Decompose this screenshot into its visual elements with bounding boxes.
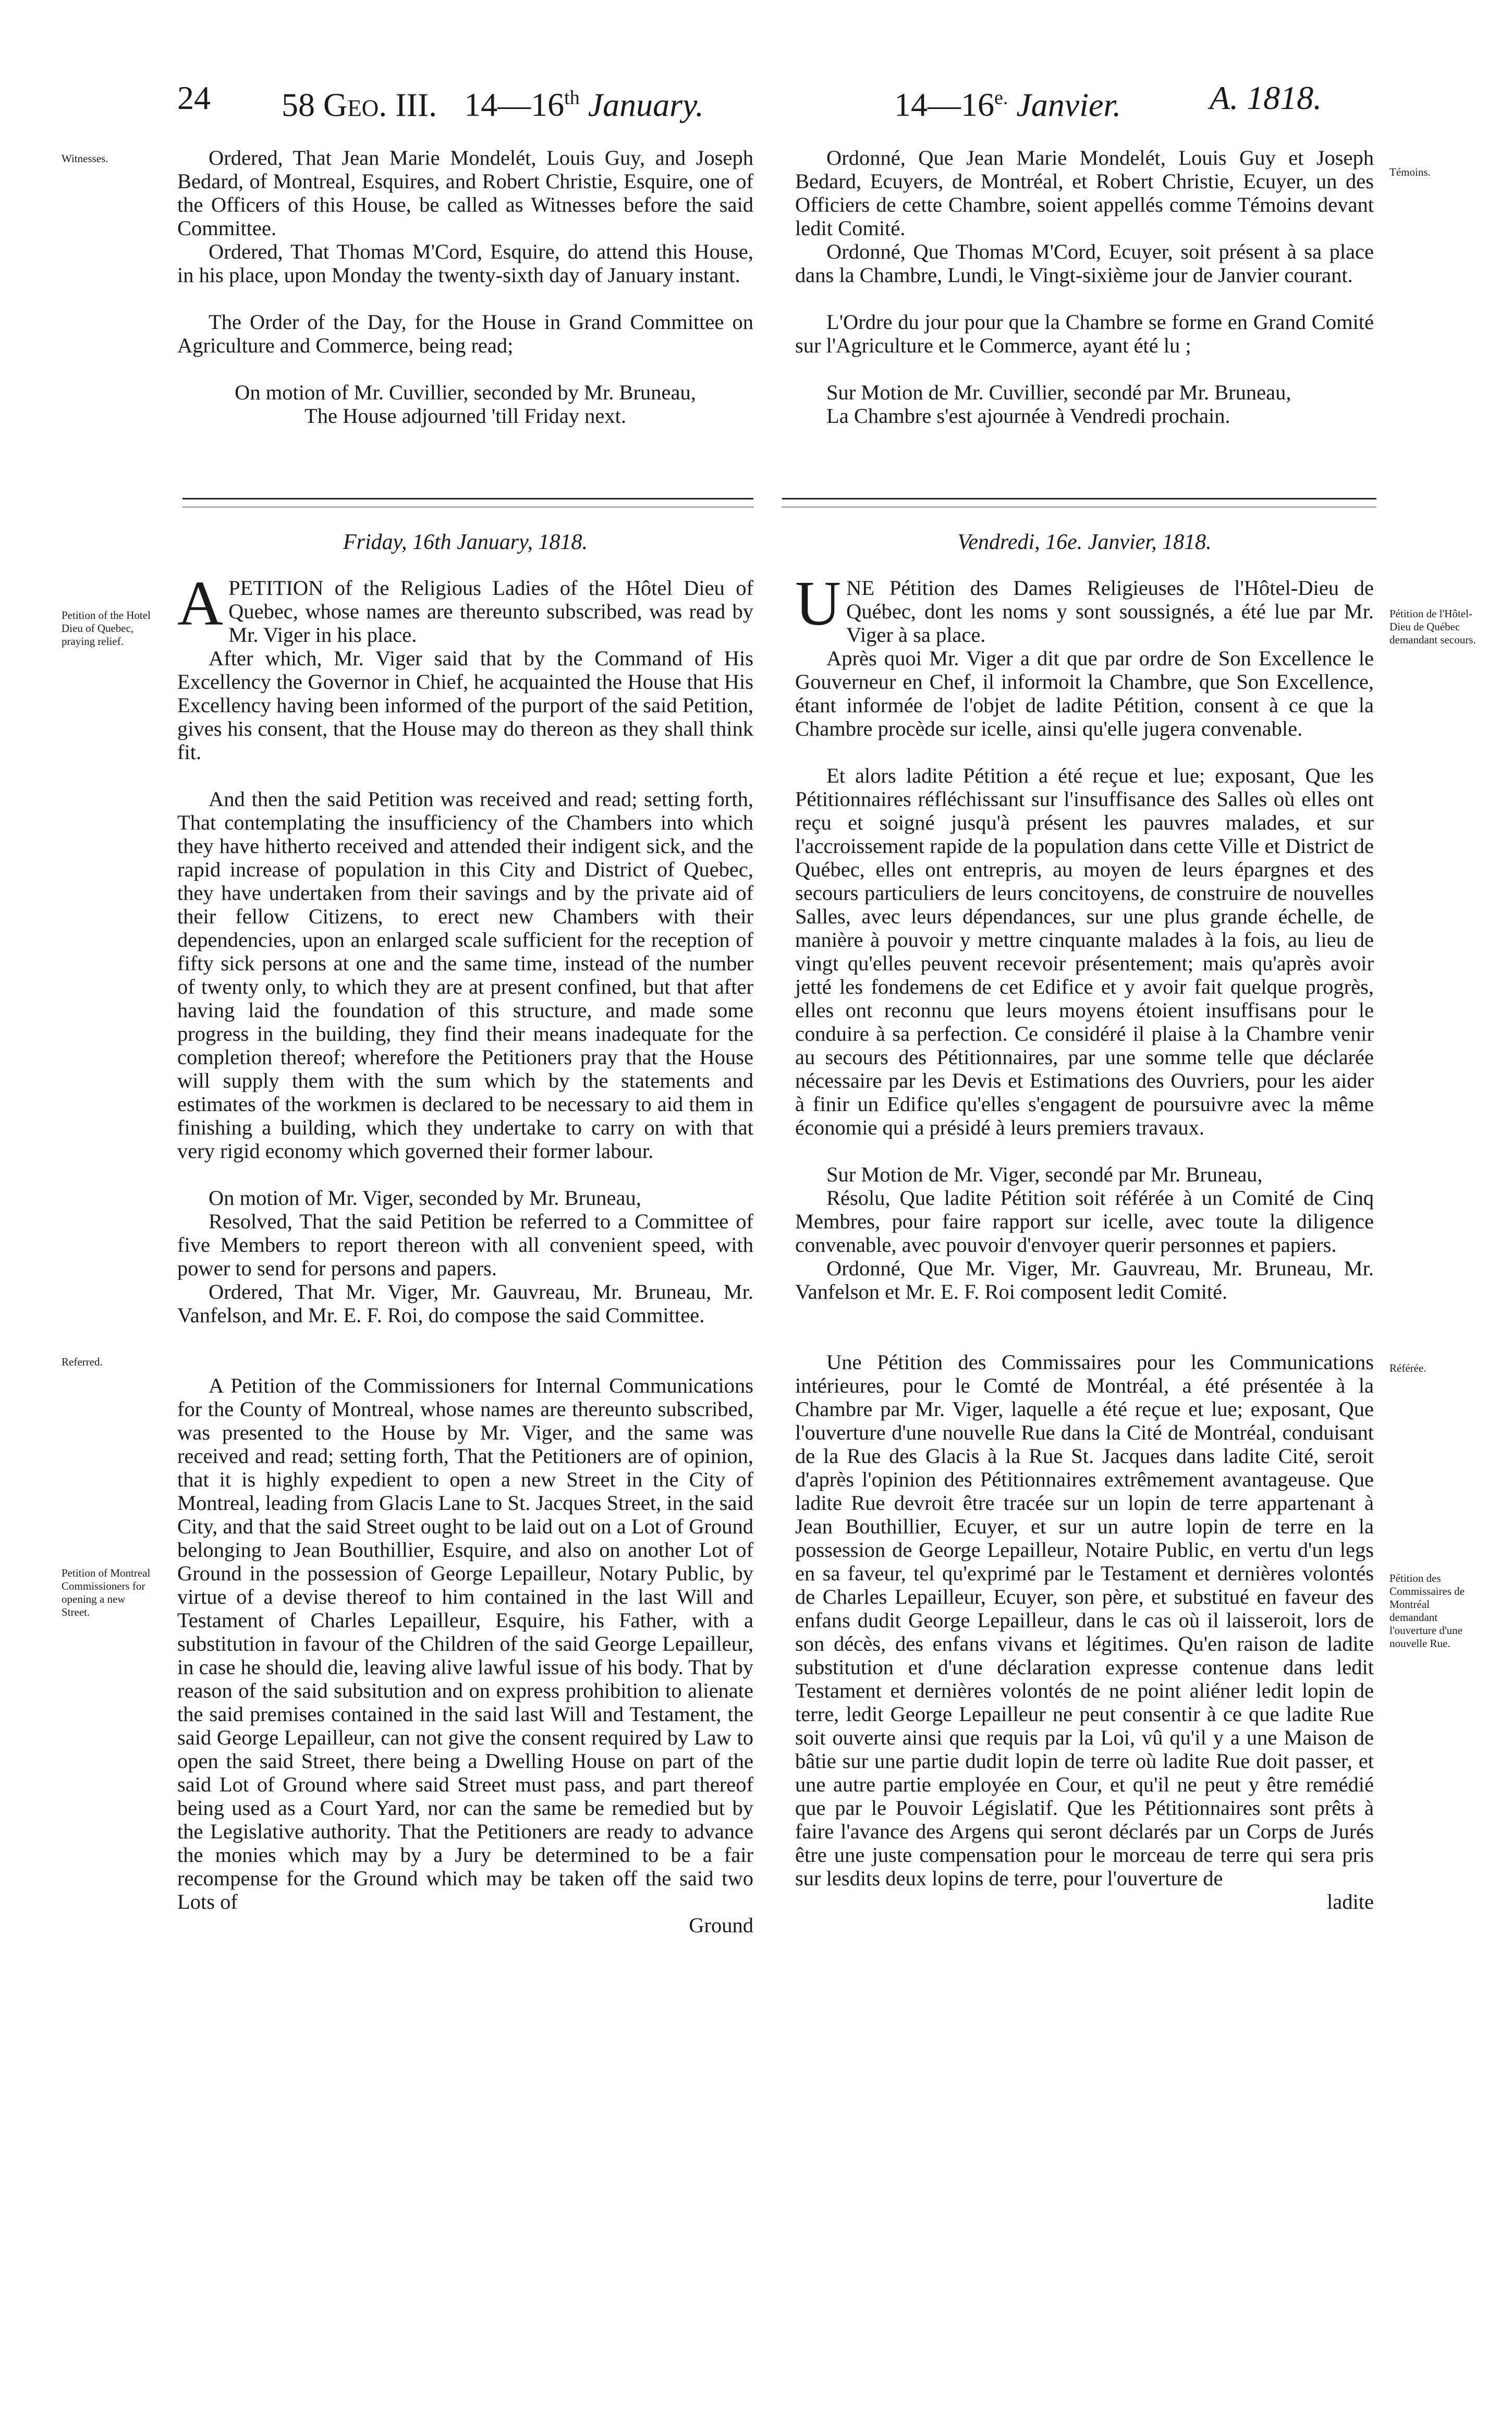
header-left bbox=[282, 77, 704, 126]
header-year: A. 1818. bbox=[1210, 79, 1322, 116]
top-english-column bbox=[177, 146, 753, 428]
main-english-column bbox=[177, 568, 753, 1937]
section-rule-right bbox=[782, 498, 1376, 507]
header-month-left: January. bbox=[588, 86, 704, 124]
mccord-order-fr: Ordonné, Que Thomas M'Cord, Ecuyer, soit présent à sa place dans la Chambre, Lundi, le Vingt-sixième jour de Janvier courant. bbox=[795, 240, 1374, 287]
section-rule-left bbox=[182, 498, 753, 507]
main-french-column bbox=[795, 568, 1374, 1913]
margin-referee: Référée. bbox=[1389, 1362, 1426, 1374]
adjourned-en: The House adjourned 'till Friday next. bbox=[304, 404, 626, 428]
petition-contents-fr: Et alors ladite Pétition a été reçue et lue; exposant, Que les Pétitionnaires réfléchissant sur l'insuffisance des Salles où elles ont reçu et soigné jusqu'à présent les pauvres malades, et sur l'accroissement rapide de la population dans cette Ville et District de Québec, elles ont entrepris, au moyen de leurs épargnes et des secours particuliers de leurs concitoyens, de construire de nouvelles Salles, avec leurs dépendances, sur une plus grande échelle, de manière à pouvoir y mettre cinquante malades à la fois, au lieu de vingt qu'elles peuvent recevoir présentement; mais qu'après avoir jetté les fondemens de cet Edifice et y avoir fait quelque progrès, elles ont reconnu que leurs moyens étoient insuffisans pour le conduire à sa perfection. Ce considéré il plaise à la Chambre venir au secours des Pétitionnaires, par une somme telle que déclarée nécessaire par les Devis et Estimations des Ouvriers, pour les aider à finir un Edifice qu'elles s'engagent de poursuivre avec la même économie qui a présidé à leurs premiers travaux. bbox=[795, 764, 1374, 1139]
witness-order-en: Ordered, That Jean Marie Mondelét, Louis Guy, and Joseph Bedard, of Montreal, Esquires, and Robert Christie, Esquire, one of the Officers of this House, be called as Witnesses before the said Committee. bbox=[177, 146, 753, 240]
viger-motion-fr: Sur Motion de Mr. Viger, secondé par Mr. Bruneau, bbox=[826, 1163, 1263, 1186]
petition-contents-en: And then the said Petition was received and read; setting forth, That contemplating the insufficiency of the Chambers into which they have hitherto received and attended their indigent sick, and the rapid increase of population in this City and District of Quebec, they have undertaken from their savings and by the private aid of their fellow Citizens, to erect new Chambers with their dependencies, upon an enlarged scale sufficient for the reception of fifty sick persons at one and the same time, instead of the number of twenty only, to which they are at present confined, but that after having laid the foundation of this structure, and made some progress in the building, they find their means inadequate for the completion thereof; wherefore the Petitioners pray that the House will supply them with the sum which by the statements and estimates of the workmen is declared to be necessary to aid them in finishing a building, which they undertake to carry on with that very rigid economy which governed their former labour. bbox=[177, 787, 753, 1163]
date-heading-en: Friday, 16th January, 1818. bbox=[343, 530, 588, 554]
margin-witnesses: Witnesses. bbox=[62, 152, 108, 165]
governor-consent-fr: Après quoi Mr. Viger a dit que par ordre de Son Excellence le Gouverneur en Chef, il informoit la Chambre, que Son Excellence, étant informée de l'objet de ladite Pétition, consent à ce que la Chambre procède sur icelle, ainsi qu'elle jugera convenable. bbox=[795, 647, 1374, 740]
catchword-fr: ladite bbox=[1327, 1890, 1374, 1913]
margin-petition-street: Petition of Montreal Commissioners for opening a new Street. bbox=[62, 1567, 151, 1618]
mccord-order-en: Ordered, That Thomas M'Cord, Esquire, do attend this House, in his place, upon Monday the twenty-sixth day of January instant. bbox=[177, 240, 753, 287]
order-of-day-fr: L'Ordre du jour pour que la Chambre se forme en Grand Comité sur l'Agriculture et le Commerce, ayant été lu ; bbox=[795, 310, 1374, 357]
top-french-column bbox=[795, 146, 1374, 428]
order-of-day-en: The Order of the Day, for the House in Grand Committee on Agriculture and Commerce, being read; bbox=[177, 310, 753, 357]
drop-cap-a: A bbox=[177, 568, 224, 639]
margin-temoins: Témoins. bbox=[1389, 166, 1431, 178]
motion-en: On motion of Mr. Cuvillier, seconded by Mr. Bruneau, bbox=[235, 381, 696, 404]
header-reign: 58 Geo. III. bbox=[282, 86, 437, 124]
page-number: 24 bbox=[177, 79, 211, 116]
date-heading-fr: Vendredi, 16e. Janvier, 1818. bbox=[957, 530, 1212, 554]
margin-petition-street-fr: Pétition des Commissaires de Montréal demandant l'ouverture d'une nouvelle Rue. bbox=[1389, 1572, 1465, 1650]
adjourned-fr: La Chambre s'est ajournée à Vendredi prochain. bbox=[826, 404, 1230, 428]
viger-motion-en: On motion of Mr. Viger, seconded by Mr. Bruneau, bbox=[209, 1186, 641, 1210]
petition-hotel-dieu-en: APETITION of the Religious Ladies of the Hôtel Dieu of Quebec, whose names are thereunto subscribed, was read by Mr. Viger in his place. bbox=[177, 568, 753, 647]
margin-petition-hotel-dieu: Petition of the Hotel Dieu of Quebec, praying relief. bbox=[62, 609, 151, 648]
header-days-right: $14—16^{e.}$ bbox=[894, 86, 1008, 124]
resolved-en: Resolved, That the said Petition be referred to a Committee of five Members to report thereon with all convenient speed, with power to send for persons and papers. bbox=[177, 1210, 753, 1280]
committee-order-en: Ordered, That Mr. Viger, Mr. Gauvreau, Mr. Bruneau, Mr. Vanfelson, and Mr. E. F. Roi, do compose the said Committee. bbox=[177, 1280, 753, 1327]
drop-cap-u: U bbox=[795, 568, 842, 639]
petition-street-en: A Petition of the Commissioners for Internal Communications for the County of Montreal, whose names are thereunto subscribed, was presented to the House by Mr. Viger, and the same was received and read; setting forth, That the Petitioners are of opinion, that it is highly expedient to open a new Street in the City of Montreal, leading from Glacis Lane to St. Jacques Street, in the said City, and that the said Street ought to be laid out on a Lot of Ground belonging to Jean Bouthillier, Esquire, and also on another Lot of Ground in the possession of George Lepailleur, Notary Public, by virtue of a devise thereof to him contained in the last Will and Testament of Charles Lepailleur, Esquire, his Father, with a substitution in favour of the Children of the said George Lepailleur, in case he should die, leaving alive lawful issue of his body. That by reason of the said subsitution and on express prohibition to alienate the said premises contained in the said last Will and Testament, the said George Lepailleur, can not give the consent required by Law to open the said Street, there being a Dwelling House on part of the said Lot of Ground where said Street must pass, and part thereof being used as a Court Yard, nor can the same be remedied but by the Legislative authority. That the Petitioners are ready to advance the monies which may by a Jury be determined to be a fair recompense for the Ground which may be taken off the said two Lots of bbox=[177, 1374, 753, 1913]
petition-street-fr: Une Pétition des Commissaires pour les Communications intérieures, pour le Comté de Montréal, a été présentée à la Chambre par Mr. Viger, laquelle a été reçue et lue; exposant, Que l'ouverture d'une nouvelle Rue dans la Cité de Montréal, conduisant de la Rue des Glacis à la Rue St. Jacques dans ladite Cité, seroit d'après l'opinion des Pétitionnaires extrêmement avantageuse. Que ladite Rue devroit être tracée sur un lopin de terre appartenant à Jean Bouthillier, Ecuyer, et sur un autre lopin de terre en la possession de George Lepailleur, Notaire Public, en vertu d'un legs en sa faveur, tel qu'exprimé par le Testament et dernières volontés de Charles Lepailleur, Ecuyer, son père, et substitué en faveur des enfans dudit George Lepailleur, dans le cas où il laisseroit, lors de son décès, des enfans vivans et légitimes. Qu'en raison de ladite substitution et d'une déclaration expresse contenue dans ledit Testament et dernières volontés de ne point aliéner ledit lopin de terre, ledit George Lepailleur ne peut consentir à ce que ladite Rue soit ouverte ainsi que requis par la Loi, vû qu'il y a une Maison de bâtie sur une partie dudit lopin de terre où ladite Rue doit passer, et une autre partie employée en Cour, et qu'il ne peut y être remédié que par le Pouvoir Législatif. Que les Pétitionnaires sont prêts à faire l'avance des Argens qui seront déclarés par un Corps de Jurés être une juste compensation pour le morceau de terre qui sera pris sur lesdits deux lopins de terre, pour l'ouverture de bbox=[795, 1350, 1374, 1890]
margin-referred: Referred. bbox=[62, 1356, 103, 1368]
committee-order-fr: Ordonné, Que Mr. Viger, Mr. Gauvreau, Mr. Bruneau, Mr. Vanfelson et Mr. E. F. Roi composent ledit Comité. bbox=[795, 1257, 1374, 1303]
witness-order-fr: Ordonné, Que Jean Marie Mondelét, Louis Guy et Joseph Bedard, Ecuyers, de Montréal, et Robert Christie, Ecuyer, un des Officiers de cette Chambre, soient appellés comme Témoins devant ledit Comité. bbox=[795, 146, 1374, 240]
resolved-fr: Résolu, Que ladite Pétition soit référée à un Comité de Cinq Membres, pour faire rapport sur icelle, avec toute la diligence convenable, avec pouvoir d'envoyer querir personnes et papiers. bbox=[795, 1186, 1374, 1257]
motion-fr: Sur Motion de Mr. Cuvillier, secondé par Mr. Bruneau, bbox=[826, 381, 1291, 404]
margin-petition-hotel-dieu-fr: Pétition de l'Hôtel-Dieu de Québec demandant secours. bbox=[1389, 607, 1476, 646]
header-days-left: 14—16th bbox=[464, 86, 580, 124]
petition-hotel-dieu-fr: UNE Pétition des Dames Religieuses de l'Hôtel-Dieu de Québec, dont les noms y sont soussignés, a été lue par Mr. Viger à sa place. bbox=[795, 568, 1374, 647]
header-month-right: Janvier. bbox=[1016, 86, 1121, 124]
catchword-en: Ground bbox=[689, 1913, 753, 1937]
governor-consent-en: After which, Mr. Viger said that by the Command of His Excellency the Governor in Chief, he acquainted the House that His Excellency having been informed of the purport of the said Petition, gives his consent, that the House may do thereon as they shall think fit. bbox=[177, 647, 753, 764]
header-right bbox=[894, 77, 1121, 126]
